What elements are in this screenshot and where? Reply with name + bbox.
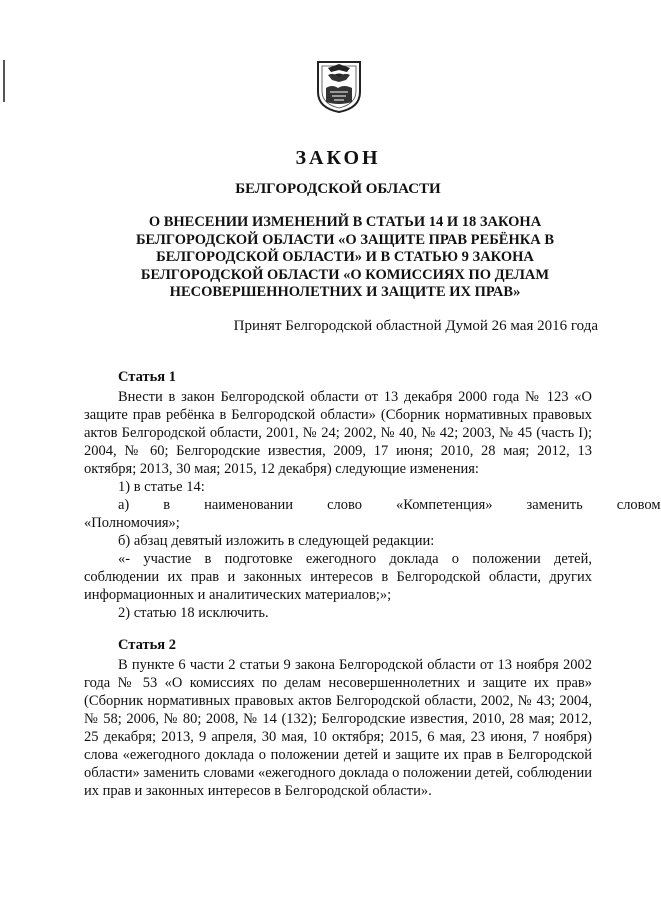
subject-line: НЕСОВЕРШЕННОЛЕТНИХ И ЗАЩИТЕ ИХ ПРАВ» [169,284,521,300]
article-2 [84,637,592,800]
subject-line: БЕЛГОРОДСКОЙ ОБЛАСТИ «О ЗАЩИТЕ ПРАВ РЕБЁНКА В [135,231,555,248]
article-quote: «- участие в подготовке ежегодного доклада о положении детей, соблюдении их прав и законных интересов в Белгородской области, других информационных и аналитических материалов;»; [84,551,592,603]
article-item: 2) статью 18 исключить. [118,605,269,621]
subject-line: БЕЛГОРОДСКОЙ ОБЛАСТИ» И В СТАТЬЮ 9 ЗАКОНА [156,249,534,265]
law-subject [110,214,580,302]
adoption-note: Принят Белгородской областной Думой 26 мая 2016 года [233,318,598,334]
word: наименовании [204,497,294,513]
belgorod-coat-of-arms-icon [314,58,364,114]
word: словом [616,497,661,513]
region-name: БЕЛГОРОДСКОЙ ОБЛАСТИ [235,181,441,197]
article-paragraph: В пункте 6 части 2 статьи 9 закона Белгородской области от 13 ноября 2002 года № 53 «О комиссиях по делам несовершеннолетних и защите их прав» (Сборник нормативных правовых актов Белгородской области, 2002, № 43; 2004, № 58; 2006, № 80; 2008, № 14 (132); Белгородские известия, 2010, 28 мая; 2012, 25 декабря; 2013, 9 апреля, 30 мая, 10 октября; 2015, 6 мая, 23 июня, 7 ноября) слова «ежегодного доклада о положении детей и защите их прав в Белгородской области» заменить словами «ежегодного доклада о положении детей, соблюдении их прав и законных интересов в Белгородской области». [84,657,592,799]
word: заменить [526,497,583,513]
word: в [163,497,171,513]
article-heading: Статья 2 [118,637,176,653]
article-item-a-end: «Полномочия»; [84,515,180,531]
article-heading: Статья 1 [118,369,176,385]
word: «Компетенция» [396,497,493,513]
subject-line: БЕЛГОРОДСКОЙ ОБЛАСТИ «О КОМИССИЯХ ПО ДЕЛАМ [140,266,550,283]
word: слово [327,497,362,513]
word: а) [118,497,130,513]
law-title: ЗАКОН [295,147,381,169]
article-paragraph: Внести в закон Белгородской области от 13 декабря 2000 года № 123 «О защите прав ребёнка в Белгородской области» (Сборник нормативных правовых актов Белгородской области, 2001, № 24; 2002, № 40, № 42; 2003, № 45 (часть I); 2004, № 60; Белгородские известия, 2009, 17 июня; 2010, 28 мая; 2012, 13 октября; 2013, 30 мая; 2015, 12 декабря) следующие изменения: [84,389,592,477]
article-item-a [84,496,661,514]
article-1 [84,369,661,622]
article-item-b: б) абзац девятый изложить в следующей редакции: [118,533,435,549]
article-item: 1) в статье 14: [118,479,205,495]
subject-line: О ВНЕСЕНИИ ИЗМЕНЕНИЙ В СТАТЬИ 14 И 18 ЗАКОНА [148,214,542,230]
scan-margin-mark [3,60,5,102]
